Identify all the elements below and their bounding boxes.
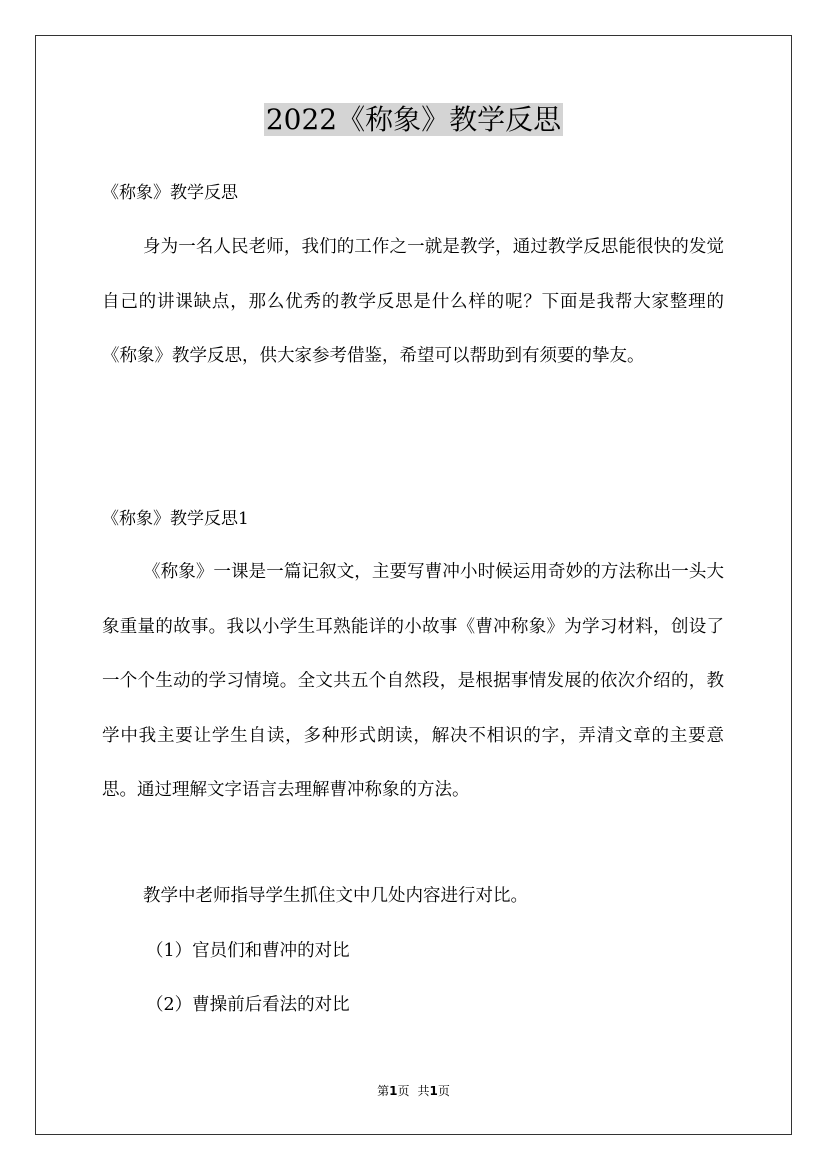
section-paragraph: 《称象》一课是一篇记叙文，主要写曹冲小时候运用奇妙的方法称出一头大象重量的故事。我以小学生耳熟能详的小故事《曹冲称象》为学习材料，创设了一个个生动的学习情境。全文共五个自然段，是根据事情发展的依次介绍的，教学中我主要让学生自读，多种形式朗读，解决不相识的字，弄清文章的主要意思。通过理解文字语言去理解曹冲称象的方法。 [102, 562, 724, 800]
document-title-text: 2022《称象》教学反思 [265, 103, 562, 136]
intro-paragraph: 身为一名人民老师，我们的工作之一就是教学，通过教学反思能很快的发觉自己的讲课缺点，那么优秀的教学反思是什么样的呢？下面是我帮大家整理的《称象》教学反思，供大家参考借鉴，希望可以帮助到有须要的挚友。 [102, 237, 724, 366]
list-item: （1）官员们和曹冲的对比 [146, 941, 350, 961]
page-footer [0, 1082, 827, 1099]
intro-heading: 《称象》教学反思 [102, 183, 238, 203]
page-total: 1 [429, 1084, 438, 1098]
total-suffix: 页 [437, 1084, 450, 1098]
comparison-intro: 教学中老师指导学生抓住文中几处内容进行对比。 [143, 886, 528, 906]
page-mid: 页 [397, 1084, 410, 1098]
page-prefix: 第 [377, 1084, 390, 1098]
list-item: （2）曹操前后看法的对比 [146, 995, 350, 1015]
section-heading: 《称象》教学反思1 [102, 509, 249, 529]
page-current: 1 [389, 1084, 398, 1098]
total-prefix: 共 [417, 1084, 430, 1098]
document-title [0, 98, 827, 142]
